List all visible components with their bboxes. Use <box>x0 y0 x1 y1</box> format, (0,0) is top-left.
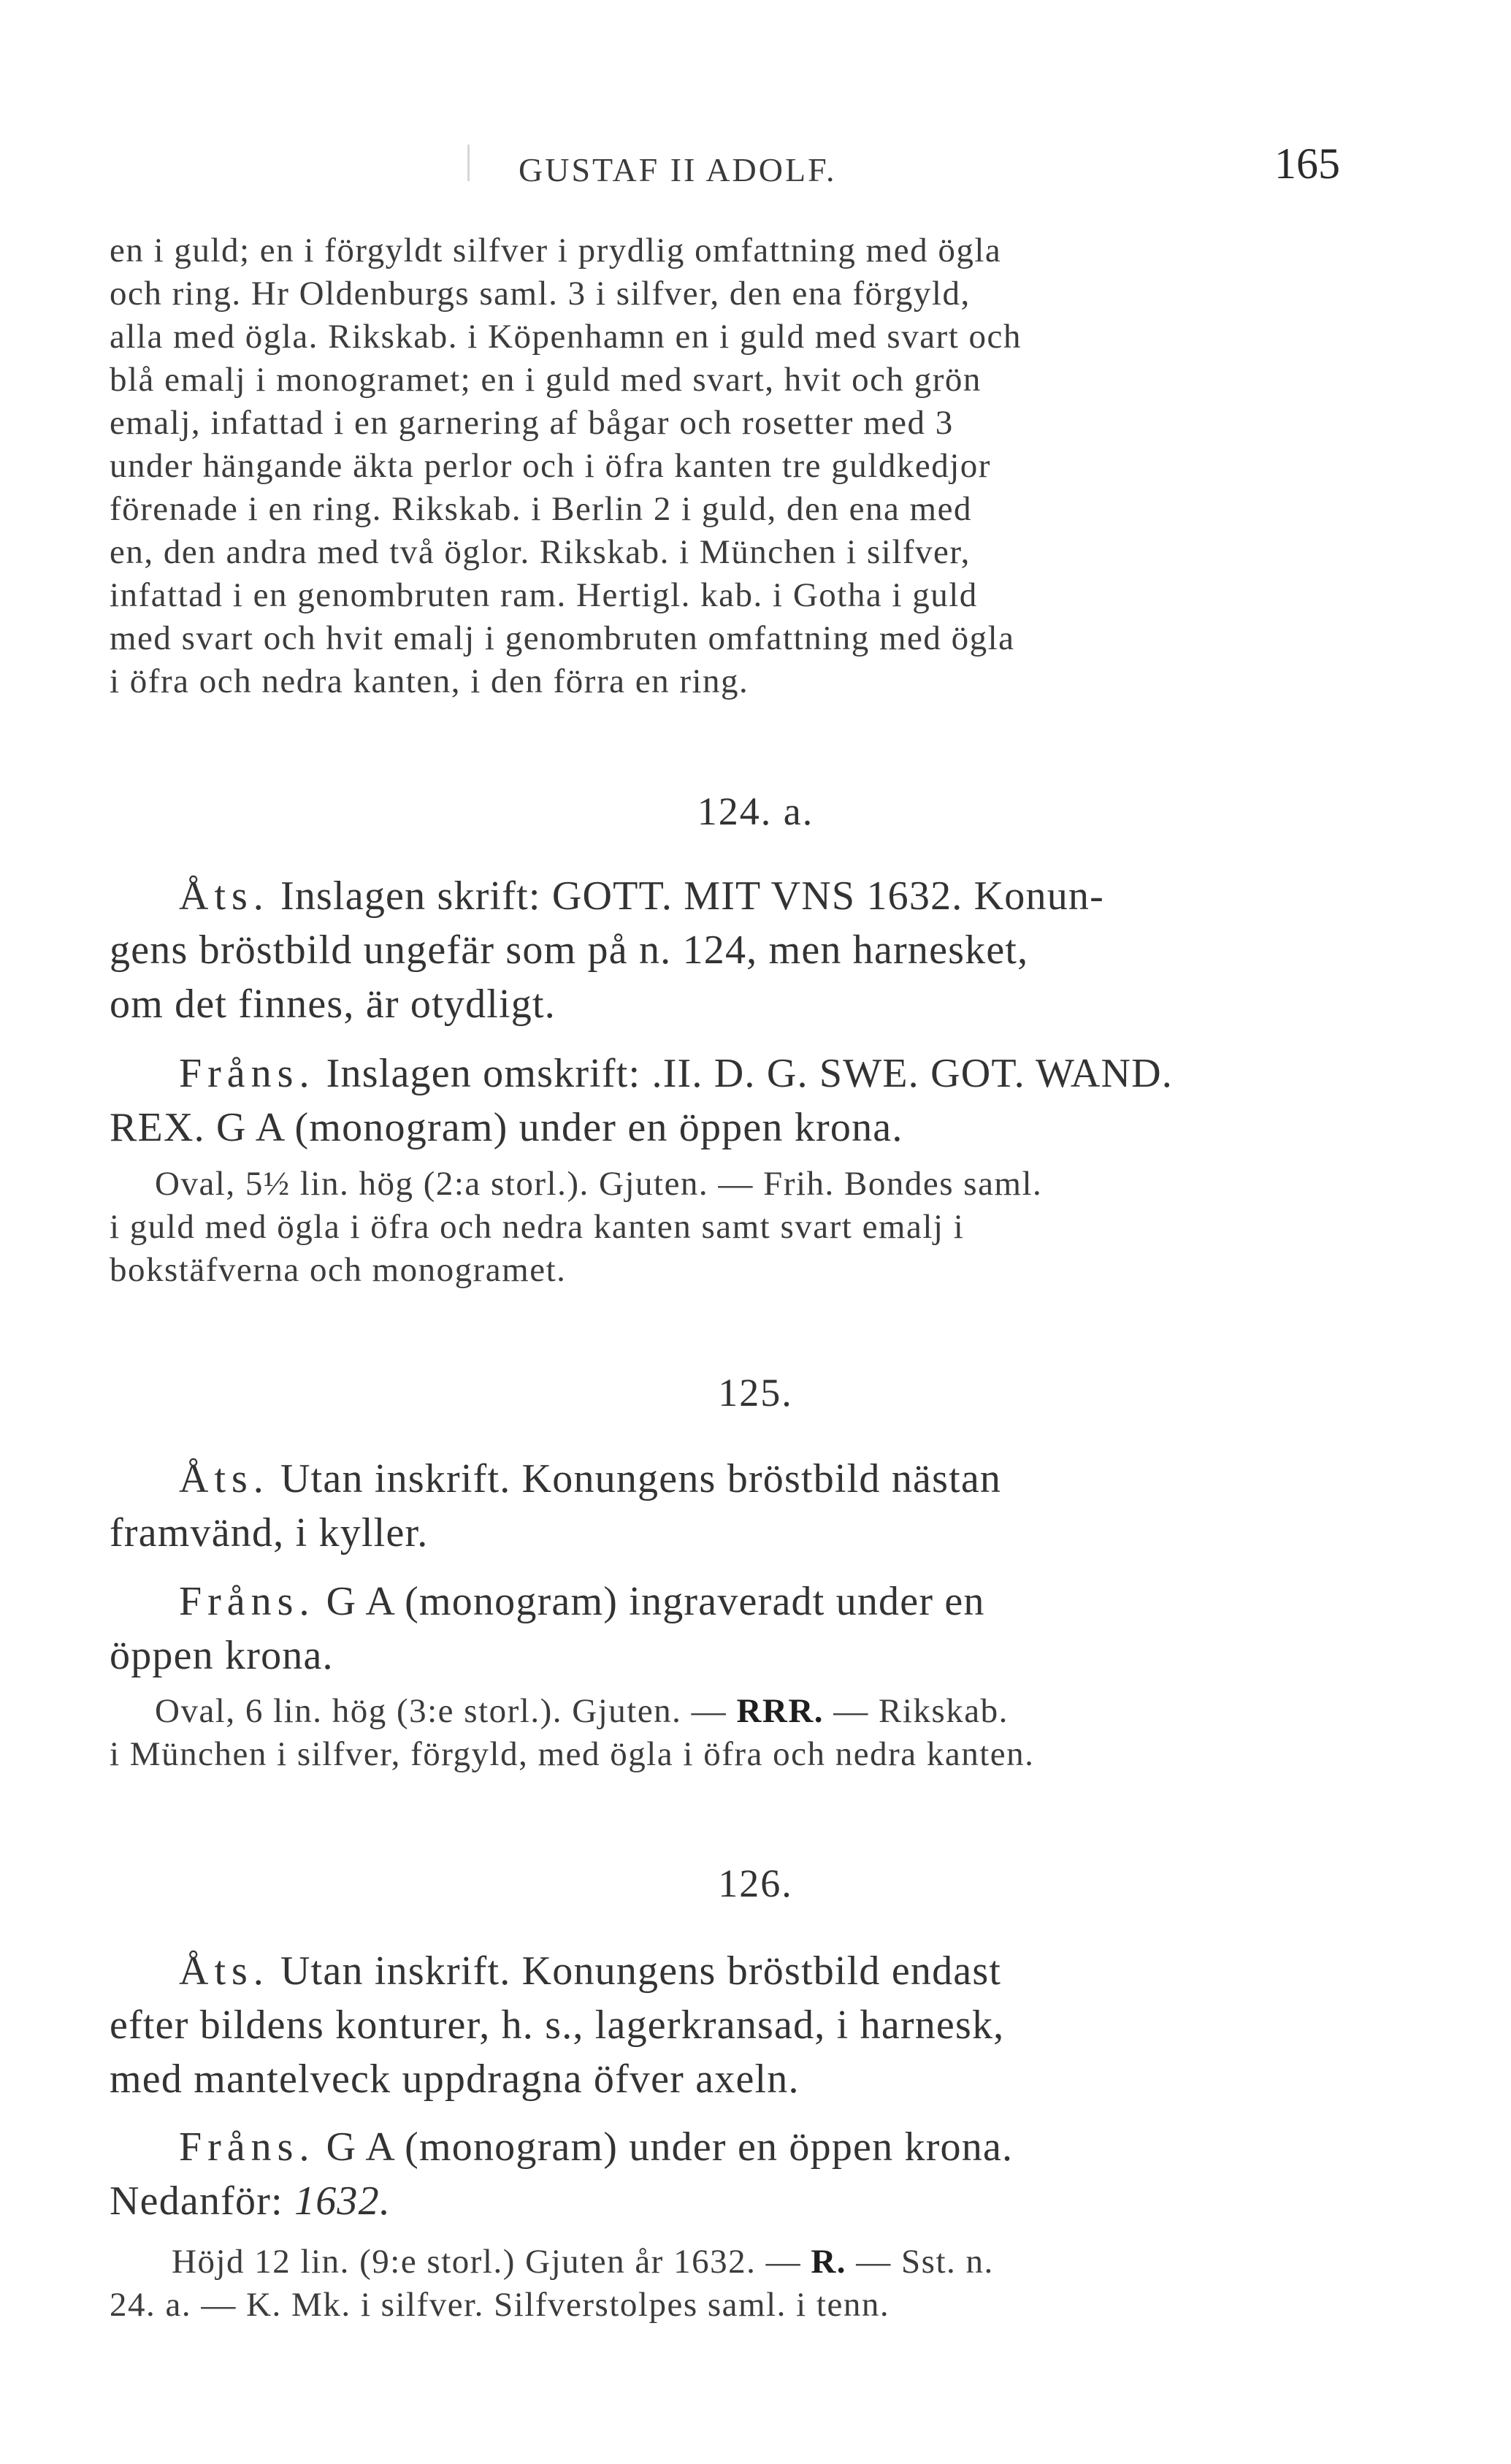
entry-number-126: 126. <box>718 1862 793 1905</box>
text-line: i öfra och nedra kanten, i den förra en ring. <box>110 662 749 700</box>
text-line: en i guld; en i förgyldt silfver i prydlig omfattning med ögla <box>110 232 1002 269</box>
description-line: i München i silfver, förgyld, med ögla i öfra och nedra kanten. <box>110 1735 1035 1773</box>
description-line: Höjd 12 lin. (9:e storl.) Gjuten år 1632. — R. — Sst. n. <box>172 2243 994 2281</box>
obverse-line: med mantelveck uppdragna öfver axeln. <box>110 2056 800 2102</box>
reverse-label: Fråns. <box>179 1051 315 1096</box>
description-line: Oval, 6 lin. hög (3:e storl.). Gjuten. — RRR. — Rikskab. <box>155 1692 1009 1730</box>
reverse-125 <box>110 1575 1357 1683</box>
description-line: Oval, 5½ lin. hög (2:a storl.). Gjuten. — Frih. Bondes saml. <box>155 1165 1043 1203</box>
reverse-line: öppen krona. <box>110 1633 334 1678</box>
text-line: infattad i en genombruten ram. Hertigl. kab. i Gotha i guld <box>110 576 978 614</box>
obverse-label: Åts. <box>179 873 269 919</box>
running-head: GUSTAF II ADOLF. <box>519 151 837 188</box>
obverse-line: Åts. Utan inskrift. Konungens bröstbild endast <box>179 1948 1002 1994</box>
obverse-line: om det finnes, är otydligt. <box>110 982 556 1027</box>
description-126 <box>110 2241 1357 2327</box>
text-line: förenade i en ring. Rikskab. i Berlin 2 i guld, den ena med <box>110 490 972 528</box>
reverse-line: Nedanför: 1632. <box>110 2178 391 2224</box>
text-line: blå emalj i monogramet; en i guld med svart, hvit och grön <box>110 361 982 399</box>
reverse-line: Fråns. G A (monogram) under en öppen krona. <box>179 2124 1014 2170</box>
entry-number-124a: 124. a. <box>697 789 814 833</box>
description-125 <box>110 1690 1357 1776</box>
obverse-line: gens bröstbild ungefär som på n. 124, men harnesket, <box>110 927 1029 973</box>
page-number: 165 <box>1274 139 1340 188</box>
obverse-line: Åts. Utan inskrift. Konungens bröstbild nästan <box>179 1456 1002 1501</box>
obverse-line: efter bildens konturer, h. s., lagerkransad, i harnesk, <box>110 2002 1005 2048</box>
reverse-line: REX. G A (monogram) under en öppen krona. <box>110 1105 903 1150</box>
text-line: emalj, infattad i en garnering af bågar och rosetter med 3 <box>110 404 954 442</box>
text-line: med svart och hvit emalj i genombruten omfattning med ögla <box>110 619 1015 657</box>
description-124a <box>110 1163 1357 1292</box>
intro-paragraph <box>110 229 1357 703</box>
reverse-label: Fråns. <box>179 1579 315 1624</box>
obverse-label: Åts. <box>179 1948 269 1994</box>
obverse-label: Åts. <box>179 1456 269 1501</box>
entry-number-125: 125. <box>718 1371 793 1415</box>
description-line: bokstäfverna och monogramet. <box>110 1251 567 1289</box>
obverse-126 <box>110 1944 1357 2106</box>
obverse-line: Åts. Inslagen skrift: GOTT. MIT VNS 1632. Konun- <box>179 873 1104 919</box>
reverse-line: Fråns. Inslagen omskrift: .II. D. G. SWE. GOT. WAND. <box>179 1051 1173 1096</box>
text-line: en, den andra med två öglor. Rikskab. i München i silfver, <box>110 533 971 571</box>
header-rule <box>467 145 470 181</box>
obverse-line: framvänd, i kyller. <box>110 1510 429 1556</box>
reverse-line: Fråns. G A (monogram) ingraveradt under en <box>179 1579 985 1624</box>
text-line: och ring. Hr Oldenburgs saml. 3 i silfver, den ena förgyld, <box>110 275 971 313</box>
obverse-124a <box>110 869 1357 1031</box>
description-line: i guld med ögla i öfra och nedra kanten samt svart emalj i <box>110 1208 965 1246</box>
obverse-125 <box>110 1452 1357 1560</box>
rarity-mark: R. <box>811 2243 847 2281</box>
text-line: under hängande äkta perlor och i öfra kanten tre guldkedjor <box>110 447 991 485</box>
reverse-126 <box>110 2120 1357 2228</box>
description-line: 24. a. — K. Mk. i silfver. Silfverstolpes saml. i tenn. <box>110 2286 890 2324</box>
rarity-mark: RRR. <box>736 1692 825 1730</box>
reverse-124a <box>110 1047 1357 1155</box>
reverse-label: Fråns. <box>179 2124 315 2170</box>
text-line: alla med ögla. Rikskab. i Köpenhamn en i guld med svart och <box>110 318 1022 356</box>
date-inscription: 1632. <box>294 2178 391 2224</box>
